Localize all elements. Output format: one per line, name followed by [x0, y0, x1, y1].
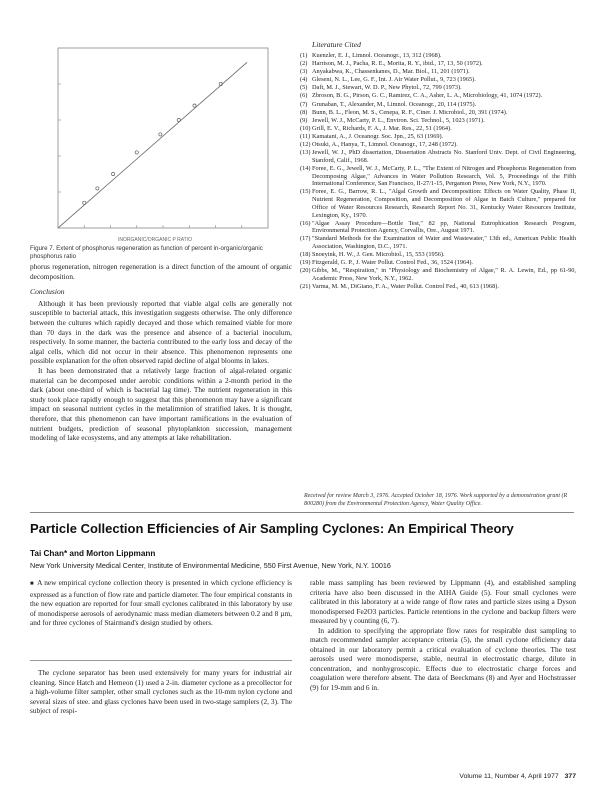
- section-divider: [30, 512, 574, 513]
- figure-caption: Figure 7. Extent of phosphorus regeneration as function of percent in-organic/organic phosphorus ratio: [30, 245, 263, 260]
- reference-number: (21): [300, 283, 311, 291]
- chart-frame: [58, 48, 268, 228]
- reference-number: (9): [300, 116, 308, 124]
- data-point: [112, 172, 115, 175]
- reference-item: [300, 220, 576, 235]
- reference-text: Varma, M. M., DiGiano, F. A., Water Pollut. Control Fed., 40, 613 (1968).: [312, 283, 499, 291]
- reference-number: (5): [300, 84, 308, 92]
- reference-item: [300, 60, 576, 68]
- journal-issue: Volume 11, Number 4, April 1977: [459, 773, 559, 780]
- reference-text: Kamatani, A., J. Oceanogr. Soc. Jpn., 25, 63 (1969).: [312, 132, 444, 140]
- reference-item: [300, 267, 576, 282]
- reference-item: [300, 133, 576, 141]
- data-point: [96, 187, 99, 190]
- reference-text: Fitzgerald, G. P., J. Water Pollut. Control Fed., 36, 1524 (1964).: [312, 259, 473, 267]
- page-footer: [420, 773, 576, 780]
- reference-number: (2): [300, 60, 308, 68]
- conclusion-paragraph-1: Although it has been previously reported that viable algal cells are generally not susceptible to bacterial attack, this investigation suggests otherwise. The only difference between the cultures which rapidly decayed and those which remained viable for more than 70 days in the dark was the presence and absence of a bacterial inoculum, respectively. In some manner, the bacteria contributed to the early loss and decay of the algal cells, which did not occur in their absence. This phenomenon represents one possible explanation for the often observed rapid decline of algal blooms in lakes.: [30, 298, 292, 366]
- reference-text: Daft, M. J., Stewart, W. D. P., New Phytol., 72, 799 (1973).: [312, 84, 462, 92]
- right-paragraph-2: In addition to specifying the appropriate flow rates for respirable dust sampling to match recommended sampler acceptance criteria (5), the small cyclone efficiency data obtained in our laboratory permit a critical evaluation of cyclone theories. The test aerosols used were monodisperse, stable, neutral in electrostatic charge, dilute in concentration, and nonhygroscopic. Effects due to electrostatic charge forces and coagulation were therefore absent. The data of Beeckmans (8) and Ayer and Hochstrasser (9) for 19-mm and 6 in.: [310, 625, 576, 692]
- reference-text: "Standard Methods for the Examination of Water and Wastewater," 13th ed., American Public Health Association, Washington, D.C., 1971.: [312, 235, 576, 251]
- reference-text: Snoeyink, H. W., J. Gen. Microbiol., 15, 553 (1956).: [312, 251, 445, 259]
- reference-item: [300, 251, 576, 259]
- reference-number: (18): [300, 251, 311, 259]
- abstract-marker-icon: ■: [30, 581, 35, 587]
- article-affiliation: New York University Medical Center, Institute of Environmental Medicine, 550 First Avenue, New York, N.Y. 10016: [30, 561, 391, 570]
- continued-paragraph: phorus regeneration, nitrogen regeneration is a direct function of the amount of organic decomposition.: [30, 262, 292, 281]
- reference-text: Foree, E. G., Jewell, W. J., McCarty, P. L., "The Extent of Nitrogen and Phosphorus Regeneration from Decomposing Algae," Advances in Water Pollution Research, Vol. 5, Proceedings of the Fifth International Conference, San Francisco, II-27/1-15, Pergamon Press, New York, N.Y., 1970.: [312, 164, 576, 188]
- reference-item: [300, 117, 576, 125]
- reference-item: [300, 76, 576, 84]
- reference-item: [300, 68, 576, 76]
- reference-number: (20): [300, 267, 311, 275]
- reference-text: Gibbs, M., "Respiration," in "Physiology and Biochemistry of Algae," R. A. Lewin, Ed., pp 61-90, Academic Press, New York, N.Y., 1962.: [312, 267, 576, 283]
- reference-item: [300, 259, 576, 267]
- reference-number: (10): [300, 124, 311, 132]
- page-number: 377: [564, 773, 576, 780]
- data-point: [159, 133, 162, 136]
- reference-list: [300, 52, 576, 291]
- article-title: Particle Collection Efficiencies of Air Sampling Cyclones: An Empirical Theory: [30, 521, 514, 536]
- conclusion-paragraph-2: It has been demonstrated that a relatively large fraction of algal-related organic material can be decomposed under aerobic conditions within a 2-month period in the dark (about one-third of which is bacterial lag time). The nutrient regeneration in this study took place rapidly enough to suggest that this phenomenon may have a significant impact on seasonal nutrient cycles in the metalimnion of stratified lakes. It is thought, therefore, that this phenomenon can have important ramifications in the evaluation of nutrient budgets, prediction of seasonal phytoplankton succession, management modeling of lake ecosystems, and any attempts at lake rehabilitation.: [30, 365, 292, 443]
- trend-line: [58, 62, 247, 228]
- reference-text: Grill, E. V., Richards, F. A., J. Mar. Res., 22, 51 (1964).: [312, 124, 452, 132]
- reference-text: Grunaban, T., Alexander, M., Limnol. Oceanogr., 20, 114 (1975).: [312, 100, 477, 108]
- reference-number: (14): [300, 164, 311, 172]
- reference-item: [300, 125, 576, 133]
- reference-number: (17): [300, 235, 311, 243]
- data-point: [135, 151, 138, 154]
- abstract: [30, 578, 292, 628]
- reference-item: [300, 165, 576, 188]
- data-point: [83, 201, 86, 204]
- reference-text: Kuenzler, E. J., Limnol. Oceanogr., 13, 312 (1968).: [312, 52, 442, 59]
- reference-item: [300, 283, 576, 291]
- reference-text: Otsuki, A., Hanya, T., Limnol. Oceanogr., 17, 248 (1972).: [312, 141, 458, 149]
- reference-text: Jewell, W. J., PhD dissertation, Dissertation Abstracts No. Stanford Univ. Dept. of Civil Engineering, Stanford, Calif., 1968.: [312, 149, 576, 164]
- plot-border: [58, 48, 268, 228]
- left-column: [30, 262, 292, 443]
- intro-column: [30, 668, 292, 716]
- reference-text: Jewell, W. J., McCarty, P. L., Environ. Sci. Technol., 5, 1023 (1971).: [312, 116, 485, 124]
- reference-text: "Algae Assay Procedure—Bottle Test," 82 pp, National Eutrophication Research Program, Environmental Protection Agency, Corvallis, Ore., August 1971.: [312, 219, 576, 235]
- reference-text: Bunn, B. L., Fleon, M. S., Cenepa, R. F., Ciner. J. Microbiol., 20, 391 (1974).: [312, 108, 508, 116]
- right-column-body: [310, 578, 576, 692]
- data-point: [177, 118, 180, 121]
- chart-marks: [58, 62, 247, 228]
- article-authors: Tai Chan* and Morton Lippmann: [30, 549, 156, 558]
- reference-text: Harrison, M. J., Pacha, R. E., Morita, R. Y., ibid., 17, 13, 50 (1972).: [312, 60, 483, 68]
- intro-paragraph: The cyclone separator has been used extensively for many years for industrial air cleaning. Since Hatch and Hemeon (1) used a 2-in. diameter cyclone as a precollector for a high-volume filter sampler, other small cyclones such as the 10-mm nylon cyclone and several sizes of stee. and glass cyclones have been used in two-stage samplers (2, 3). The subject of respi-: [30, 668, 292, 715]
- chart-x-axis-label: INORGANIC/ORGANIC P RATIO: [118, 237, 192, 243]
- reference-number: (13): [300, 149, 311, 157]
- reference-number: (1): [300, 52, 308, 59]
- abstract-text: A new empirical cyclone collection theory is presented in which cyclone efficiency is expressed as a function of flow rate and particle diameter. The four empirical constants in the new equation are reported for four small cyclones calibrated in this laboratory by use of monodisperse aerosols of aerodynamic mass median diameters between 0.2 and 8 µm, and for three cyclones of Stairmand's design studied by others.: [30, 578, 292, 627]
- reference-item: [300, 84, 576, 92]
- reference-item: [300, 52, 576, 60]
- data-point: [193, 104, 196, 107]
- literature-cited-heading: Literature Cited: [312, 40, 361, 49]
- reference-number: (4): [300, 76, 308, 84]
- reference-text: Anyakabwa, K., Chassenkanes, D., Mar. Biol., 11, 201 (1971).: [312, 68, 470, 76]
- reference-text: Foree, E. G., Barrow, R. L., "Algal Growth and Decomposition: Effects on Water Quality, Phase II, Nutrient Regeneration, Composition, and Decomposition of Algae in Batch Culture," prepared for Office of Water Resources Research, Research Report No. 31, Kentucky Water Resources Institute, Lexington, Ky., 1970.: [312, 188, 576, 219]
- reference-number: (6): [300, 92, 308, 100]
- reference-item: [300, 188, 576, 219]
- reference-item: [300, 92, 576, 100]
- reference-number: (12): [300, 141, 311, 149]
- right-paragraph-1: rable mass sampling has been reviewed by Lippmann (4), and established sampling criteria have also been discussed in the AIHA Guide (5). Four small cyclones were calibrated in this laboratory at a wide range of flow rates and particle sizes using a Dyson monodispersed Fe2O3 particles. Particle retentions in the cyclone and backup filters were measured by γ counting (6, 7).: [310, 578, 576, 625]
- reference-item: [300, 141, 576, 149]
- reference-number: (15): [300, 188, 311, 196]
- reference-number: (7): [300, 100, 308, 108]
- reference-number: (8): [300, 108, 308, 116]
- reference-text: Gleseni, N. L., Lee, G. F., Int. J. Air Water Pollut., 9, 723 (1965).: [312, 76, 476, 84]
- received-note: Received for review March 3, 1976. Accepted October 18, 1976. Work supported by a demonstration grant (R 800280) from the Environmental Protection Agency, Water Quality Office.: [304, 493, 568, 507]
- reference-item: [300, 109, 576, 117]
- reference-item: [300, 235, 576, 250]
- abstract-divider: [30, 660, 292, 661]
- reference-text: Zbroson, B. G., Pirson, G. C., Ramirez, C. A., Asher, L. A., Microbiology, 41, 1074 (1972).: [312, 92, 543, 100]
- reference-number: (3): [300, 68, 308, 76]
- reference-item: [300, 149, 576, 164]
- conclusion-heading: Conclusion: [30, 287, 65, 297]
- reference-number: (16): [300, 219, 311, 227]
- reference-item: [300, 101, 576, 109]
- reference-number: (19): [300, 259, 311, 267]
- figure-7-chart: [30, 40, 280, 245]
- reference-number: (11): [300, 132, 311, 140]
